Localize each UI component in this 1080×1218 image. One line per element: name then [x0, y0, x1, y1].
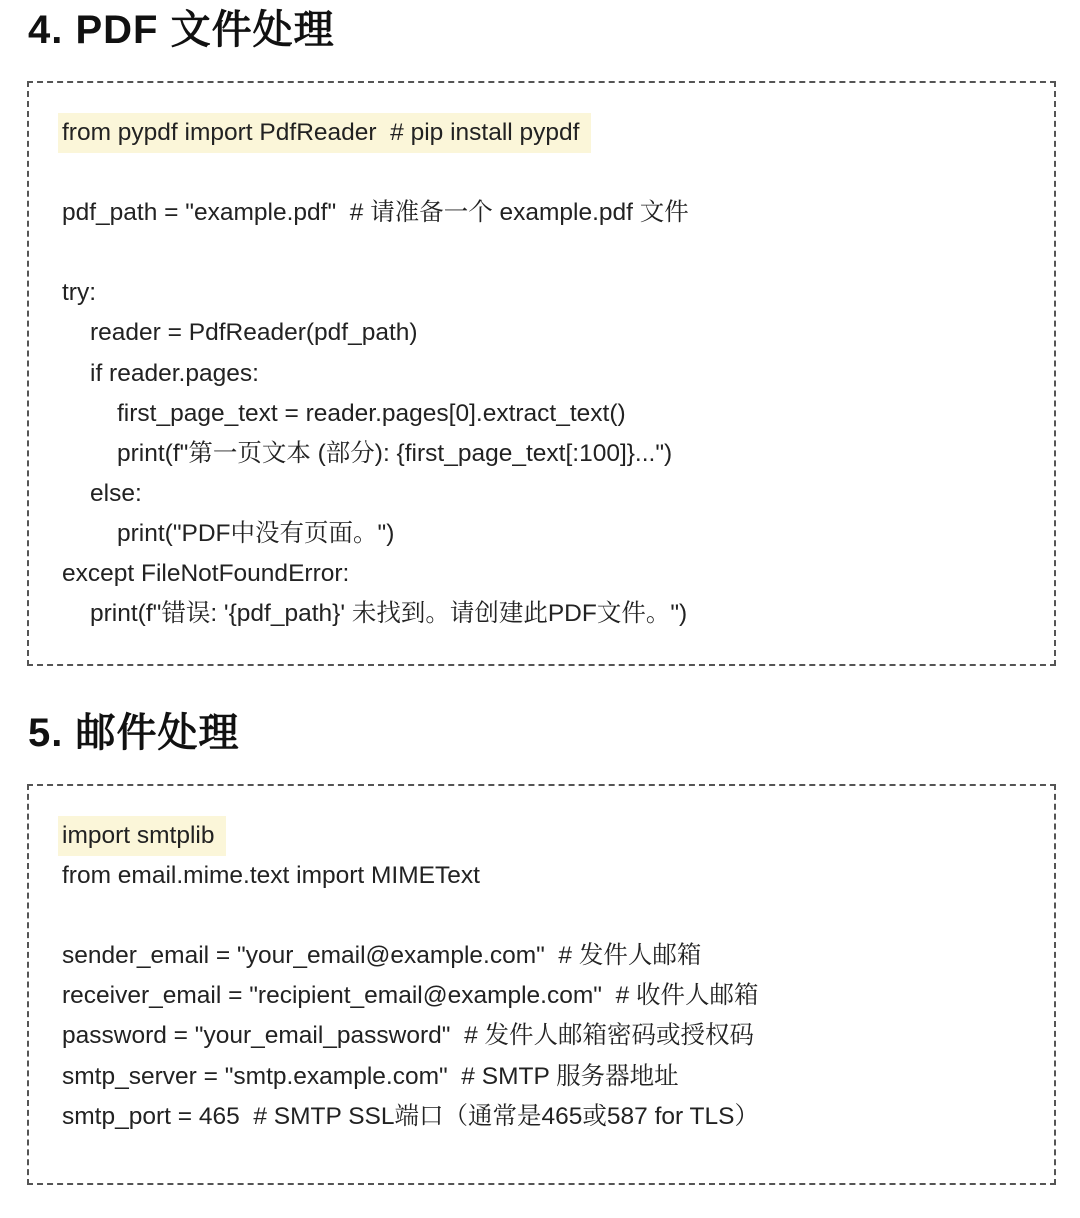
code-block-pdf: [27, 81, 1056, 666]
code-line: [62, 434, 689, 474]
code-text: print(f"错误: '{pdf_path}' 未找到。请创建此PDF文件。"): [90, 600, 688, 628]
code-text: reader = PdfReader(pdf_path): [90, 319, 418, 347]
code-line: [62, 936, 759, 976]
code-line: [62, 594, 689, 634]
code-text: if reader.pages:: [90, 359, 259, 387]
code-text: else:: [90, 479, 142, 507]
code-text: receiver_email = "recipient_email@example.com" # 收件人邮箱: [62, 982, 759, 1010]
code-line: [62, 514, 689, 554]
code-text: sender_email = "your_email@example.com" # 发件人邮箱: [62, 942, 702, 970]
code-line: [62, 354, 689, 394]
code-line: [62, 273, 689, 313]
code-line-blank: [62, 896, 759, 936]
code-line: [62, 474, 689, 514]
code-line: [62, 394, 689, 434]
code-line: [62, 193, 689, 233]
code-text: smtp_port = 465 # SMTP SSL端口（通常是465或587 for TLS）: [62, 1102, 759, 1130]
code-text: password = "your_email_password" # 发件人邮箱密码或授权码: [62, 1022, 755, 1050]
code-text: first_page_text = reader.pages[0].extract_text(): [117, 399, 626, 427]
code-text: print("PDF中没有页面。"): [117, 519, 395, 547]
code-lines: [62, 113, 689, 634]
code-line: [62, 313, 689, 353]
code-block-email: [27, 784, 1056, 1185]
code-text: smtp_server = "smtp.example.com" # SMTP 服务器地址: [62, 1062, 679, 1090]
code-text: import smtplib: [58, 816, 226, 856]
code-line: [62, 856, 759, 896]
code-line: [62, 976, 759, 1016]
code-line-blank: [62, 233, 689, 273]
code-text: print(f"第一页文本 (部分): {first_page_text[:100]}..."): [117, 439, 673, 467]
code-line: [62, 816, 759, 856]
code-text: from pypdf import PdfReader # pip install pypdf: [58, 113, 591, 153]
code-line: [62, 1097, 759, 1137]
code-line-blank: [62, 153, 689, 193]
code-text: except FileNotFoundError:: [62, 560, 350, 588]
code-text: from email.mime.text import MIMEText: [62, 862, 480, 890]
code-line: [62, 1057, 759, 1097]
code-line: [62, 1016, 759, 1056]
code-text: pdf_path = "example.pdf" # 请准备一个 example.pdf 文件: [62, 199, 689, 227]
section-title-email: 5. 邮件处理: [28, 711, 240, 755]
code-line: [62, 113, 689, 153]
code-text: try:: [62, 279, 97, 307]
section-title-pdf: 4. PDF 文件处理: [28, 8, 335, 52]
code-line: [62, 554, 689, 594]
code-lines: [62, 816, 759, 1137]
